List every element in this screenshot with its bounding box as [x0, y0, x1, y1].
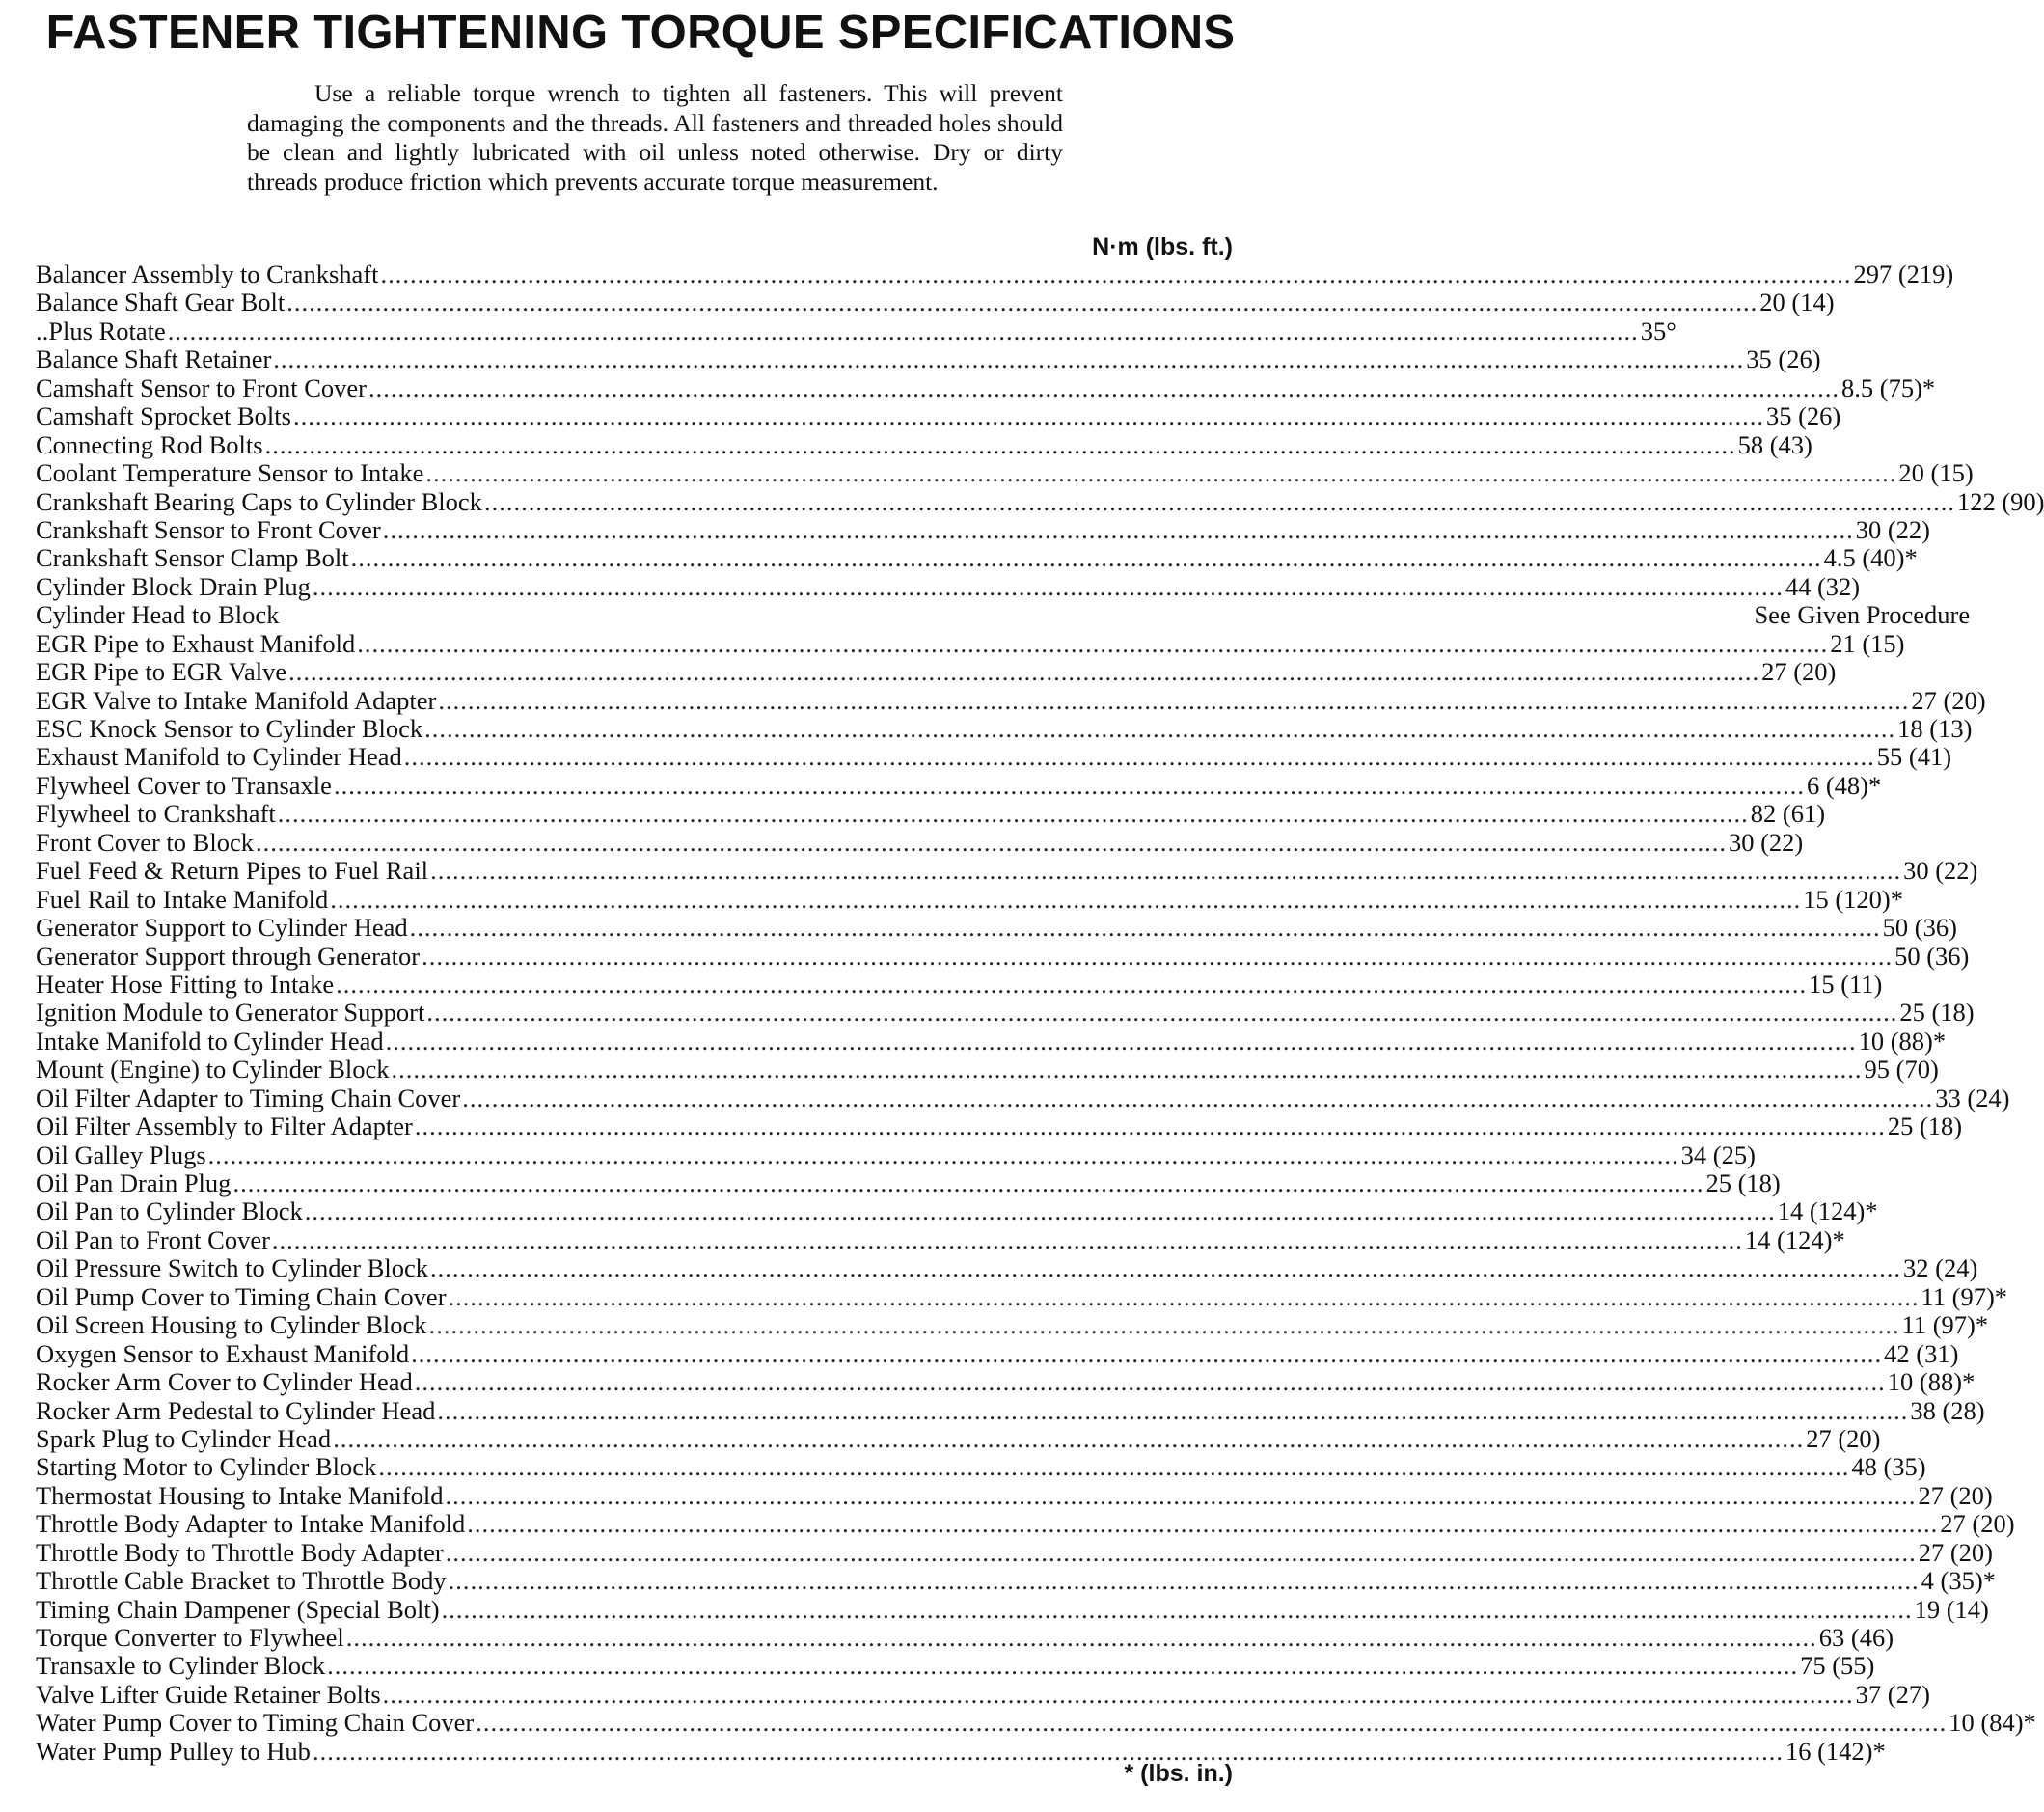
- spec-row: [36, 742, 1952, 772]
- page-title: FASTENER TIGHTENING TORQUE SPECIFICATIONS: [45, 7, 1236, 59]
- spec-name: Coolant Temperature Sensor to Intake: [36, 458, 424, 488]
- spec-name: Starting Motor to Cylinder Block: [36, 1452, 377, 1482]
- dot-leader: ........................................................................................................................................................................................................: [385, 1026, 1857, 1056]
- spec-value: 27 (20): [1806, 1423, 1881, 1453]
- spec-name: Fuel Feed & Return Pipes to Fuel Rail: [36, 856, 429, 886]
- spec-name: Oil Pan to Cylinder Block: [36, 1196, 303, 1226]
- spec-row: [36, 913, 1957, 943]
- dot-leader: ........................................................................................................................................................................................................: [292, 401, 1764, 431]
- spec-name: Flywheel Cover to Transaxle: [36, 770, 332, 800]
- spec-row: [36, 1338, 1959, 1368]
- dot-leader: ........................................................................................................................................................................................................: [430, 856, 1902, 886]
- spec-row: [36, 372, 1936, 402]
- spec-value: 35 (26): [1765, 401, 1841, 431]
- spec-name: EGR Valve to Intake Manifold Adapter: [36, 685, 437, 715]
- spec-value: 20 (14): [1759, 288, 1835, 317]
- spec-value: 11 (97)*: [1901, 1310, 1989, 1340]
- spec-name: Throttle Body to Throttle Body Adapter: [36, 1537, 444, 1567]
- dot-leader: ........................................................................................................................................................................................................: [368, 372, 1840, 402]
- spec-name: Balance Shaft Retainer: [36, 344, 272, 374]
- dot-leader: ........................................................................................................................................................................................................: [448, 1281, 1920, 1311]
- spec-name: Flywheel to Crankshaft: [36, 799, 276, 829]
- dot-leader: ........................................................................................................................................................................................................: [382, 514, 1854, 544]
- spec-name: Thermostat Housing to Intake Manifold: [36, 1480, 444, 1510]
- spec-name: Oil Screen Housing to Cylinder Block: [36, 1310, 427, 1340]
- spec-row: [36, 1253, 1978, 1283]
- dot-leader: ........................................................................................................................................................................................................: [333, 770, 1805, 800]
- dot-leader: ........................................................................................................................................................................................................: [167, 316, 1639, 345]
- spec-name: Cylinder Block Drain Plug: [36, 571, 311, 601]
- dot-leader: ........................................................................................................................................................................................................: [448, 1566, 1920, 1596]
- dot-leader: ........................................................................................................................................................................................................: [312, 571, 1784, 601]
- spec-value: 8.5 (75)*: [1841, 372, 1936, 402]
- spec-value: 48 (35): [1851, 1452, 1926, 1482]
- spec-name: Generator Support to Cylinder Head: [36, 913, 408, 943]
- spec-row: [36, 714, 1973, 743]
- spec-name: EGR Pipe to Exhaust Manifold: [36, 628, 356, 658]
- spec-row: [36, 1083, 2010, 1112]
- spec-value: 34 (25): [1680, 1139, 1756, 1169]
- spec-value: 297 (219): [1853, 260, 1954, 288]
- spec-name: Spark Plug to Cylinder Head: [36, 1423, 332, 1453]
- spec-name: Intake Manifold to Cylinder Head: [36, 1026, 384, 1056]
- spec-name: ..Plus Rotate: [36, 316, 166, 345]
- spec-value: 16 (142)*: [1785, 1736, 1886, 1766]
- dot-leader: ........................................................................................................................................................................................................: [438, 685, 1910, 715]
- dot-leader: ........................................................................................................................................................................................................: [425, 458, 1897, 488]
- spec-row: [36, 288, 1835, 317]
- dot-leader: ........................................................................................................................................................................................................: [304, 1196, 1776, 1226]
- spec-row: [36, 1168, 1781, 1197]
- dot-leader: ........................................................................................................................................................................................................: [264, 429, 1736, 459]
- spec-value: 10 (88)*: [1858, 1026, 1947, 1056]
- spec-name: Rocker Arm Pedestal to Cylinder Head: [36, 1395, 436, 1425]
- spec-name: Oil Pump Cover to Timing Chain Cover: [36, 1281, 447, 1311]
- dot-leader: ........................................................................................................................................................................................................: [462, 1083, 1934, 1112]
- dot-leader: ........................................................................................................................................................................................................: [382, 1679, 1854, 1709]
- dot-leader: ........................................................................................................................................................................................................: [207, 1139, 1679, 1169]
- dot-leader: ........................................................................................................................................................................................................: [422, 941, 1894, 971]
- dot-leader: ........................................................................................................................................................................................................: [232, 1168, 1704, 1197]
- spec-row: [36, 628, 1905, 658]
- spec-row: [36, 1395, 1985, 1425]
- spec-row: [36, 799, 1826, 829]
- spec-name: Oil Pan Drain Plug: [36, 1168, 232, 1197]
- spec-row: [36, 458, 1974, 488]
- spec-name: EGR Pipe to EGR Valve: [36, 657, 287, 687]
- dot-leader: ........................................................................................................................................................................................................: [414, 1112, 1886, 1141]
- dot-leader: ........................................................................................................................................................................................................: [483, 486, 1955, 516]
- spec-name: Oil Pressure Switch to Cylinder Block: [36, 1253, 429, 1283]
- spec-row: [36, 998, 1975, 1028]
- footnote: * (lbs. in.): [1124, 1760, 1233, 1787]
- spec-row: [36, 1026, 1947, 1056]
- spec-value: 27 (20): [1918, 1480, 1993, 1510]
- spec-value: 15 (11): [1809, 969, 1883, 999]
- dot-leader: ........................................................................................................................................................................................................: [403, 742, 1875, 772]
- spec-value: 35 (26): [1746, 344, 1821, 374]
- dot-leader: ........................................................................................................................................................................................................: [350, 543, 1822, 573]
- dot-leader: ........................................................................................................................................................................................................: [288, 657, 1760, 687]
- spec-row: [36, 1112, 1963, 1141]
- spec-name: Balancer Assembly to Crankshaft: [36, 260, 379, 288]
- spec-value: 27 (20): [1918, 1537, 1994, 1567]
- spec-value: 55 (41): [1876, 742, 1952, 772]
- spec-value: 33 (24): [1935, 1083, 2010, 1112]
- spec-row: [36, 316, 1676, 345]
- spec-row: [36, 1367, 1976, 1397]
- spec-value: 11 (97)*: [1921, 1281, 2008, 1311]
- dot-leader: ........................................................................................................................................................................................................: [277, 799, 1749, 829]
- spec-row: [36, 685, 1986, 715]
- dot-leader: ........................................................................................................................................................................................................: [271, 1224, 1743, 1254]
- spec-row: [36, 1281, 2008, 1311]
- spec-row: [36, 657, 1837, 687]
- spec-name: Valve Lifter Guide Retainer Bolts: [36, 1679, 381, 1709]
- spec-row: [36, 1679, 1930, 1709]
- spec-name: Timing Chain Dampener (Special Bolt): [36, 1594, 440, 1624]
- spec-row: [36, 600, 1971, 630]
- spec-name: Crankshaft Sensor to Front Cover: [36, 514, 381, 544]
- spec-row: [36, 941, 1970, 971]
- spec-name: ESC Knock Sensor to Cylinder Block: [36, 714, 423, 743]
- spec-row: [36, 1537, 1994, 1567]
- dot-leader: ........................................................................................................................................................................................................: [333, 1423, 1805, 1453]
- spec-name: Rocker Arm Cover to Cylinder Head: [36, 1367, 413, 1397]
- spec-row: [36, 1708, 2036, 1738]
- spec-value: See Given Procedure: [1754, 600, 1971, 630]
- dot-leader: ........................................................................................................................................................................................................: [357, 628, 1829, 658]
- spec-row: [36, 827, 1804, 857]
- spec-row: [36, 1480, 1993, 1510]
- spec-row: [36, 1139, 1756, 1169]
- dot-leader: ........................................................................................................................................................................................................: [286, 288, 1758, 317]
- dot-leader: ........................................................................................................................................................................................................: [312, 1736, 1784, 1766]
- spec-name: Oil Filter Adapter to Timing Chain Cover: [36, 1083, 461, 1112]
- spec-row: [36, 1423, 1881, 1453]
- spec-name: Balance Shaft Gear Bolt: [36, 288, 286, 317]
- dot-leader: ........................................................................................................................................................................................................: [327, 1651, 1799, 1681]
- spec-row: [36, 1651, 1875, 1681]
- dot-leader: ........................................................................................................................................................................................................: [430, 1253, 1902, 1283]
- spec-value: 15 (120)*: [1803, 884, 1904, 914]
- spec-value: 38 (28): [1910, 1395, 1985, 1425]
- spec-name: Mount (Engine) to Cylinder Block: [36, 1055, 390, 1084]
- spec-value: 10 (88)*: [1887, 1367, 1976, 1397]
- spec-value: 32 (24): [1903, 1253, 1978, 1283]
- spec-value: 19 (14): [1914, 1594, 1989, 1624]
- spec-name: Torque Converter to Flywheel: [36, 1623, 344, 1652]
- dot-leader: ........................................................................................................................................................................................................: [345, 1623, 1817, 1652]
- spec-row: [36, 1224, 1845, 1254]
- spec-name: Throttle Cable Bracket to Throttle Body: [36, 1566, 447, 1596]
- spec-name: Heater Hose Fitting to Intake: [36, 969, 335, 999]
- spec-value: 50 (36): [1894, 941, 1970, 971]
- spec-row: [36, 260, 1954, 288]
- spec-row: [36, 571, 1861, 601]
- spec-value: 35°: [1640, 316, 1676, 345]
- dot-leader: ........................................................................................................................................................................................................: [441, 1594, 1913, 1624]
- spec-value: 14 (124)*: [1744, 1224, 1845, 1254]
- spec-name: Fuel Rail to Intake Manifold: [36, 884, 329, 914]
- spec-row: [36, 486, 2044, 516]
- spec-name: Oil Galley Plugs: [36, 1139, 206, 1169]
- torque-spec-list: [36, 260, 2044, 1766]
- dot-leader: ........................................................................................................................................................................................................: [476, 1708, 1948, 1738]
- dot-leader: ........................................................................................................................................................................................................: [467, 1509, 1939, 1539]
- intro-paragraph: Use a reliable torque wrench to tighten all fasteners. This will prevent damaging the components and the threads. All fasteners and threaded holes should be clean and lightly lubricated with oil unless noted otherwise. Dry or dirty threads produce friction which prevents accurate torque measurement.: [247, 79, 1063, 196]
- spec-value: 18 (13): [1897, 714, 1973, 743]
- spec-value: 30 (22): [1855, 514, 1930, 544]
- spec-value: 25 (18): [1899, 998, 1975, 1028]
- spec-value: 25 (18): [1705, 1168, 1781, 1197]
- spec-row: [36, 1055, 1939, 1084]
- spec-name: Connecting Rod Bolts: [36, 429, 263, 459]
- spec-name: Camshaft Sprocket Bolts: [36, 401, 291, 431]
- spec-name: Crankshaft Sensor Clamp Bolt: [36, 543, 349, 573]
- spec-row: [36, 1196, 1878, 1226]
- dot-leader: ........................................................................................................................................................................................................: [414, 1367, 1886, 1397]
- spec-row: [36, 1452, 1926, 1482]
- spec-row: [36, 1566, 1996, 1596]
- dot-leader: ........................................................................................................................................................................................................: [273, 344, 1745, 374]
- spec-value: 25 (18): [1887, 1112, 1963, 1141]
- spec-value: 44 (32): [1785, 571, 1861, 601]
- spec-row: [36, 543, 1918, 573]
- spec-row: [36, 969, 1883, 999]
- spec-row: [36, 514, 1930, 544]
- dot-leader: ........................................................................................................................................................................................................: [336, 969, 1808, 999]
- spec-value: 63 (46): [1818, 1623, 1894, 1652]
- spec-value: 21 (15): [1830, 628, 1905, 658]
- dot-leader: ........................................................................................................................................................................................................: [255, 827, 1727, 857]
- spec-name: Generator Support through Generator: [36, 941, 421, 971]
- spec-value: 50 (36): [1882, 913, 1957, 943]
- spec-row: [36, 344, 1821, 374]
- spec-value: 30 (22): [1728, 827, 1804, 857]
- dot-leader: ........................................................................................................................................................................................................: [330, 884, 1802, 914]
- spec-row: [36, 884, 1904, 914]
- spec-name: Ignition Module to Generator Support: [36, 998, 425, 1028]
- spec-name: Throttle Body Adapter to Intake Manifold: [36, 1509, 466, 1539]
- dot-leader: ........................................................................................................................................................................................................: [380, 260, 1852, 288]
- spec-value: 58 (43): [1737, 429, 1812, 459]
- spec-value: 6 (48)*: [1806, 770, 1882, 800]
- spec-row: [36, 401, 1841, 431]
- spec-row: [36, 1736, 1886, 1766]
- spec-value: 37 (27): [1855, 1679, 1930, 1709]
- dot-leader: ........................................................................................................................................................................................................: [409, 913, 1881, 943]
- spec-value: 27 (20): [1761, 657, 1837, 687]
- dot-leader: ........................................................................................................................................................................................................: [426, 998, 1898, 1028]
- spec-value: 30 (22): [1903, 856, 1978, 886]
- dot-leader: ........................................................................................................................................................................................................: [428, 1310, 1900, 1340]
- dot-leader: ........................................................................................................................................................................................................: [391, 1055, 1863, 1084]
- dot-leader: ........................................................................................................................................................................................................: [445, 1480, 1917, 1510]
- spec-name: Camshaft Sensor to Front Cover: [36, 372, 367, 402]
- spec-value: 14 (124)*: [1777, 1196, 1878, 1226]
- spec-name: Water Pump Pulley to Hub: [36, 1736, 311, 1766]
- spec-name: Oil Pan to Front Cover: [36, 1224, 270, 1254]
- dot-leader: ........................................................................................................................................................................................................: [411, 1338, 1883, 1368]
- spec-row: [36, 1594, 1989, 1624]
- spec-value: 4 (35)*: [1921, 1566, 1996, 1596]
- spec-name: Crankshaft Bearing Caps to Cylinder Block: [36, 486, 482, 516]
- unit-header: N·m (lbs. ft.): [1092, 233, 1233, 261]
- spec-row: [36, 1623, 1894, 1652]
- spec-value: 75 (55): [1800, 1651, 1875, 1681]
- spec-row: [36, 770, 1882, 800]
- spec-name: Cylinder Head to Block: [36, 600, 280, 630]
- dot-leader: ........................................................................................................................................................................................................: [424, 714, 1896, 743]
- spec-value: 27 (20): [1940, 1509, 2015, 1539]
- spec-name: Oxygen Sensor to Exhaust Manifold: [36, 1338, 410, 1368]
- spec-name: Front Cover to Block: [36, 827, 254, 857]
- spec-row: [36, 856, 1978, 886]
- dot-leader: ........................................................................................................................................................................................................: [378, 1452, 1850, 1482]
- spec-value: 95 (70): [1864, 1055, 1939, 1084]
- spec-value: 82 (61): [1750, 799, 1826, 829]
- spec-value: 27 (20): [1911, 685, 1986, 715]
- spec-name: Transaxle to Cylinder Block: [36, 1651, 326, 1681]
- spec-name: Exhaust Manifold to Cylinder Head: [36, 742, 402, 772]
- dot-leader: ........................................................................................................................................................................................................: [437, 1395, 1909, 1425]
- spec-value: 10 (84)*: [1949, 1708, 2036, 1738]
- spec-value: 42 (31): [1884, 1338, 1959, 1368]
- spec-row: [36, 429, 1812, 459]
- spec-name: Water Pump Cover to Timing Chain Cover: [36, 1708, 475, 1738]
- spec-value: 122 (90): [1956, 486, 2044, 516]
- spec-row: [36, 1509, 2015, 1539]
- spec-name: Oil Filter Assembly to Filter Adapter: [36, 1112, 413, 1141]
- spec-value: 4.5 (40)*: [1823, 543, 1918, 573]
- spec-value: 20 (15): [1898, 458, 1974, 488]
- spec-row: [36, 1310, 1989, 1340]
- dot-leader: ........................................................................................................................................................................................................: [445, 1537, 1917, 1567]
